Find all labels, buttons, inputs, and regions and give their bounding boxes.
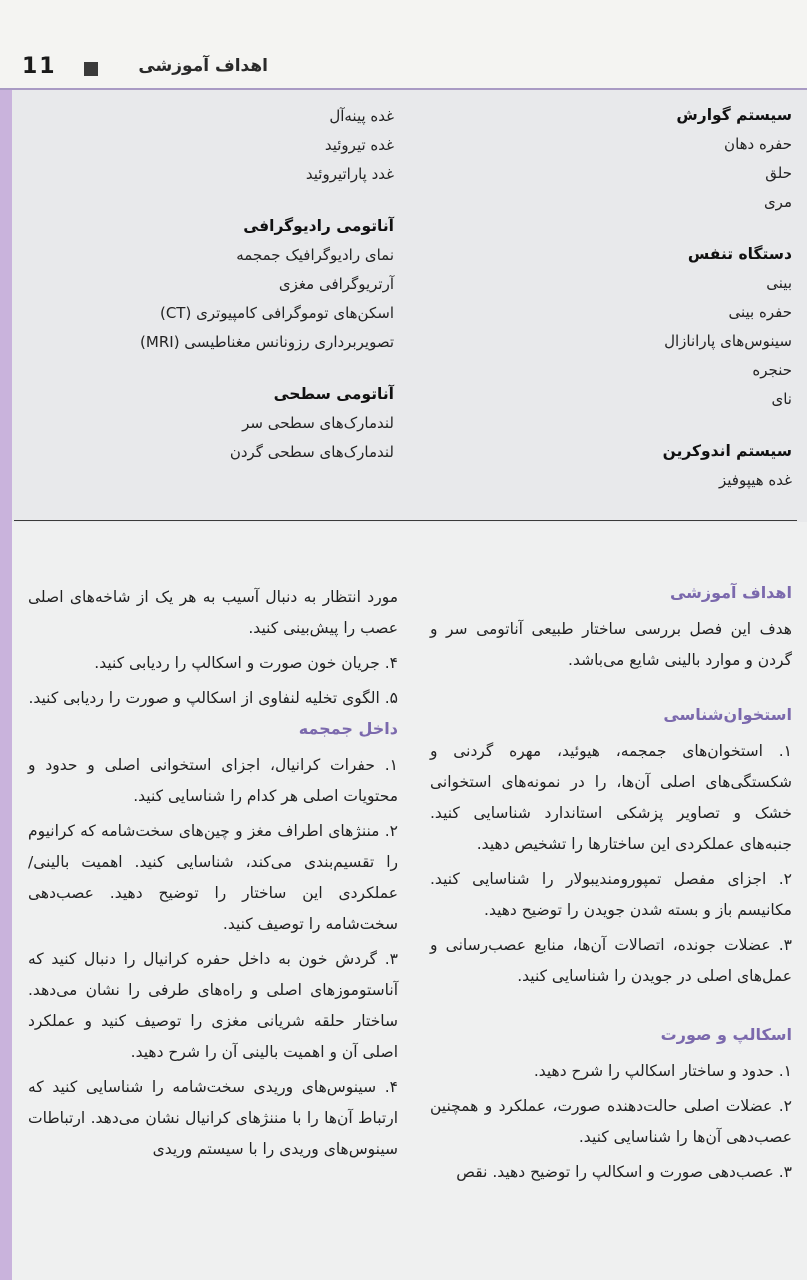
list-item: غدد پاراتیروئید <box>305 165 394 183</box>
objective-item: ۳. عصب‌دهی صورت و اسکالپ را توضیح دهید. نقص <box>456 1163 792 1181</box>
objective-item: ۲. مننژهای اطراف مغز و چین‌های سخت‌شامه که کرانیوم را تقسیم‌بندی می‌کند، شناسایی کنید. اهمیت بالینی/عملکردی این ساختار را توضیح دهید. عصب‌دهی سخت‌شامه را توصیف کنید. <box>28 822 398 933</box>
list-item: مری <box>763 193 792 211</box>
objective-item: ۳. عضلات جونده، اتصالات آن‌ها، منابع عصب‌رسانی و عمل‌های اصلی در جویدن را شناسایی کنید. <box>430 936 792 985</box>
objective-item: ۱. حدود و ساختار اسکالپ را شرح دهید. <box>533 1062 792 1080</box>
objective-item: ۴. سینوس‌های وریدی سخت‌شامه را شناسایی کنید که ارتباط آن‌ها را با مننژهای کرانیال نشان می‌دهد. ارتباطات سینوس‌های وریدی را با سیستم وریدی <box>28 1078 398 1158</box>
list-item: سینوس‌های پارانازال <box>664 332 792 350</box>
list-item: غده هیپوفیز <box>718 471 792 489</box>
list-item: غده تیروئید <box>324 136 394 154</box>
list-item: حلق <box>765 164 792 182</box>
list-item: حفره بینی <box>728 303 792 321</box>
block-title: آناتومی رادیوگرافی <box>243 217 394 235</box>
list-item: غده پینه‌آل <box>329 107 394 125</box>
objective-item: ۴. جریان خون صورت و اسکالپ را ردیابی کنید. <box>94 654 398 672</box>
section-title-objectives: اهداف آموزشی <box>669 583 792 602</box>
objectives-paragraph: هدف این فصل بررسی ساختار طبیعی آناتومی سر و گردن و موارد بالینی شایع می‌باشد. <box>430 620 792 669</box>
list-item: لندمارک‌های سطحی سر <box>242 414 394 432</box>
block-title: آناتومی سطحی <box>273 385 394 403</box>
block-title: دستگاه تنفس <box>687 245 792 263</box>
section-title-osteology: استخوان‌شناسی <box>663 705 792 724</box>
list-item: نمای رادیوگرافیک جمجمه <box>236 246 394 264</box>
block-title: سیستم اندوکرین <box>662 442 792 460</box>
list-item: لندمارک‌های سطحی گردن <box>229 443 394 461</box>
continued-paragraph: مورد انتظار به دنبال آسیب به هر یک از شاخه‌های اصلی عصب را پیش‌بینی کنید. <box>28 588 398 637</box>
margin-color-band <box>0 90 12 1280</box>
objective-item: ۲. عضلات اصلی حالت‌دهنده صورت، عملکرد و همچنین عصب‌دهی آن‌ها را شناسایی کنید. <box>430 1097 792 1146</box>
page-number: 11 <box>22 54 57 79</box>
list-item: اسکن‌های توموگرافی کامپیوتری (CT) <box>159 304 394 322</box>
page-header <box>0 0 807 90</box>
section-title-scalp-face: اسکالپ و صورت <box>660 1025 792 1044</box>
objective-item: ۱. استخوان‌های جمجمه، هیوئید، مهره گردنی و شکستگی‌های اصلی آن‌ها، را در نمونه‌های استخوانی خشک و تصاویر پزشکی استاندارد شناسایی کنید. جنبه‌های عملکردی این ساختارها را تشخیص دهید. <box>430 742 792 853</box>
objective-item: ۲. اجزای مفصل تمپورومندیبولار را شناسایی کنید. مکانیسم باز و بسته شدن جویدن را توضیح دهید. <box>430 870 792 919</box>
body-right-column <box>430 578 792 1192</box>
objective-item: ۵. الگوی تخلیه لنفاوی از اسکالپ و صورت را ردیابی کنید. <box>28 689 398 707</box>
section-title-intracranial: داخل جمجمه <box>298 719 398 738</box>
running-title: اهداف آموزشی <box>138 56 268 76</box>
list-item: نای <box>771 390 792 408</box>
list-item: حنجره <box>752 361 792 379</box>
block-title: سیستم گوارش <box>676 106 792 124</box>
list-item: آرتریوگرافی مغزی <box>278 275 394 293</box>
objective-item: ۱. حفرات کرانیال، اجزای استخوانی اصلی و حدود و محتویات اصلی هر کدام را شناسایی کنید. <box>28 756 398 805</box>
section-divider <box>14 520 797 521</box>
contents-right-column <box>470 100 792 495</box>
list-item: تصویربرداری رزونانس مغناطیسی (MRI) <box>140 333 394 351</box>
contents-left-column <box>70 102 394 467</box>
objective-item: ۳. گردش خون به داخل حفره کرانیال را دنبال کنید که آناستوموزهای اصلی و راه‌های طرفی را نشان می‌دهد. ساختار حلقه شریانی مغزی را توصیف کنید و عملکرد اصلی آن و اهمیت بالینی آن را شرح دهید. <box>28 950 398 1061</box>
list-item: بینی <box>766 274 792 292</box>
header-square-icon <box>84 62 98 76</box>
body-left-column <box>28 582 398 1169</box>
list-item: حفره دهان <box>724 135 792 153</box>
